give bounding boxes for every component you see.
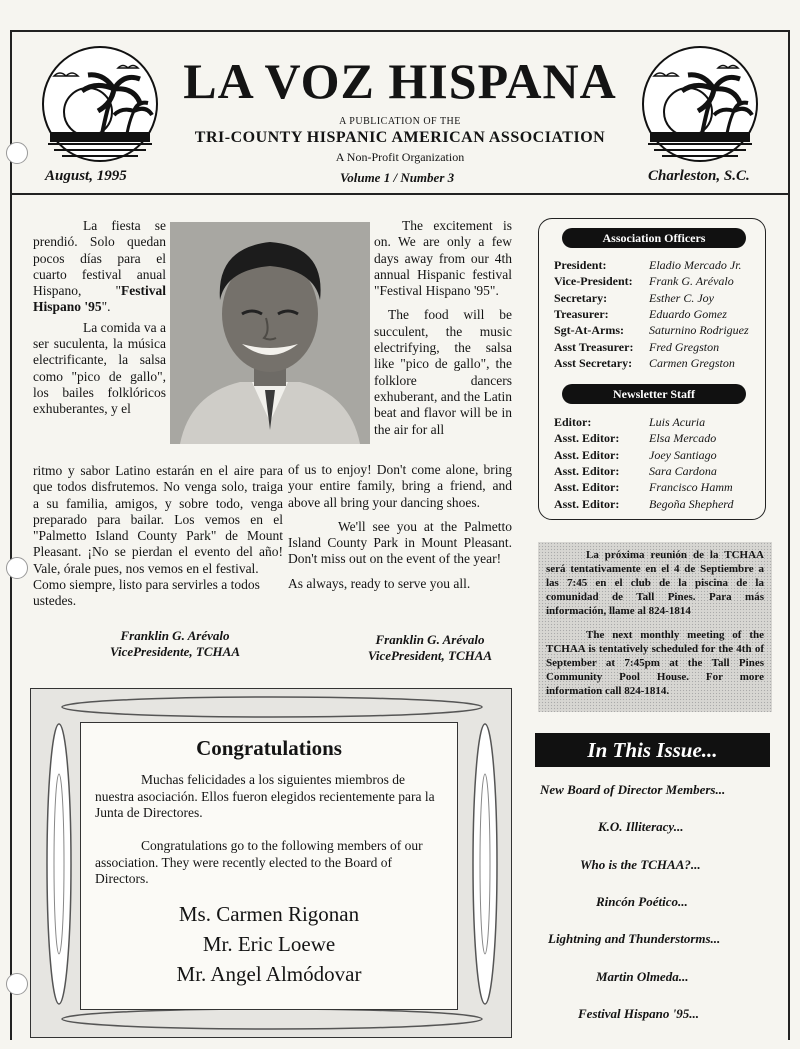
palm-sunset-logo-icon: [640, 44, 760, 164]
staff-role: Editor:: [554, 415, 592, 429]
officer-name: Fred Gregston: [649, 339, 720, 354]
issue-list-item[interactable]: K.O. Illiteracy...: [598, 819, 684, 835]
staff-name: Begoña Shepherd: [649, 496, 734, 511]
issue-date: August, 1995: [45, 168, 127, 184]
officers-heading: Association Officers: [562, 228, 746, 248]
staff-row: [554, 497, 764, 513]
staff-row: [554, 448, 764, 464]
issue-list-item[interactable]: New Board of Director Members...: [540, 782, 726, 797]
punch-hole: [6, 973, 28, 995]
staff-row: [554, 464, 764, 480]
staff-heading: Newsletter Staff: [562, 384, 746, 404]
officer-row: [554, 291, 764, 307]
officer-name: Eladio Mercado Jr.: [649, 258, 742, 272]
officer-name: Carmen Gregston: [649, 355, 735, 370]
officer-row: [554, 307, 764, 323]
issue-list-item[interactable]: Festival Hispano '95...: [578, 1005, 699, 1021]
officer-row: [554, 356, 764, 372]
staff-role: Asst. Editor:: [554, 480, 620, 495]
officer-role: Treasurer:: [554, 306, 609, 321]
officer-role: Sgt-At-Arms:: [554, 323, 624, 338]
staff-name: Joey Santiago: [649, 447, 717, 462]
page-border-left: [10, 30, 12, 1040]
issue-list-item[interactable]: Who is the TCHAA?...: [580, 856, 701, 872]
officer-role: Vice-President:: [554, 274, 633, 289]
officer-role: Asst Treasurer:: [554, 339, 634, 354]
article-es-intro: La fiesta se prendió. Solo quedan pocos días para el cuarto festival anual Hispano, "Festival Hispano '95". La comida va a ser suculenta, la música electrificante, la salsa como "pico de gallo", los bailes folklóricos exhuberantes, y el: [33, 218, 166, 417]
staff-row: [554, 415, 764, 431]
meeting-notice-en: The next monthly meeting of the TCHAA is tentatively scheduled for the 4th of September at 7:45pm at the Tall Pines Community Pool House. For more information call 824-1814.: [546, 629, 764, 697]
officer-row: [554, 258, 764, 274]
officer-name: Frank G. Arévalo: [649, 274, 734, 289]
officer-row: [554, 274, 764, 290]
article-es-body: ritmo y sabor Latino estarán en el aire para que todos disfrutemos. No venga solo, traiga a su familia, amigos, y sobre todo, venga preparado para bailar. Los vemos en el "Palmetto Island County Park" de Mount Pleasant. ¡No se pierdan el evento del año! Vale, órale pues, nos vemos en el festival. Como siempre, listo para servirles a todos ustedes.: [33, 463, 283, 609]
masthead-rule: [12, 193, 788, 195]
staff-name: Luis Acuria: [649, 415, 706, 429]
staff-role: Asst. Editor:: [554, 431, 620, 446]
officer-row: [554, 340, 764, 356]
staff-role: Asst. Editor:: [554, 463, 620, 478]
issue-list-item[interactable]: Rincón Poético...: [596, 893, 688, 909]
punch-hole: [6, 142, 28, 164]
staff-row: [554, 480, 764, 496]
newsletter-title: LA VOZ HISPANA: [183, 53, 617, 109]
officer-name: Saturnino Rodriguez: [649, 323, 749, 338]
staff-role: Asst. Editor:: [554, 496, 620, 511]
elected-member: Mr. Eric Loewe: [202, 932, 336, 956]
signature-es: Franklin G. Arévalo VicePresidente, TCHAA: [110, 628, 240, 659]
officer-role: Asst Secretary:: [554, 355, 633, 370]
publication-line: A PUBLICATION OF THE: [339, 116, 461, 127]
congratulations-en: Congratulations go to the following members of our association. They were recently elected to the Board of Directors.: [95, 838, 423, 886]
congratulations-title: Congratulations: [196, 736, 342, 760]
staff-row: [554, 431, 764, 447]
volume-number: Volume 1 / Number 3: [340, 170, 455, 185]
officer-role: Secretary:: [554, 290, 608, 305]
nonprofit-line: A Non-Profit Organization: [335, 150, 465, 164]
elected-member: Mr. Angel Almódovar: [176, 962, 362, 986]
officer-name: Esther C. Joy: [649, 290, 714, 305]
punch-hole: [6, 557, 28, 579]
officer-role: President:: [554, 258, 607, 272]
issue-location: Charleston, S.C.: [648, 168, 750, 184]
congratulations-es: Muchas felicidades a los siguientes miembros de nuestra asociación. Ellos fueron elegidos recientemente para la Junta de Directores.: [95, 772, 435, 820]
page-border-right: [788, 30, 790, 1040]
issue-list-item[interactable]: Martin Olmeda...: [596, 968, 689, 984]
signature-en: Franklin G. Arévalo VicePresident, TCHAA: [367, 632, 493, 663]
issue-list-item[interactable]: Lightning and Thunderstorms...: [548, 931, 721, 947]
association-name: TRI-COUNTY HISPANIC AMERICAN ASSOCIATION: [194, 129, 606, 146]
staff-name: Sara Cardona: [649, 463, 717, 478]
meeting-notice: [538, 542, 772, 712]
article-en-body: of us to enjoy! Don't come alone, bring your entire family, bring a friend, and above all bring your dancing shoes. We'll see you at the Palmetto Island County Park in Mount Pleasant. Don't miss out on the event of the year! As always, ready to serve you all.: [288, 462, 512, 591]
meeting-notice-es: La próxima reunión de la TCHAA será tentativamente en el 4 de Septiembre a las 7:45 en el club de la piscina de la comunidad de Tall Pines. Para más información, llame al 824-1814: [546, 549, 764, 617]
article-en-intro: The excitement is on. We are only a few days away from our 4th annual Hispanic festival "Festival Hispano '95". The food will be succulent, the music electrifying, the salsa like "pico de gallo", the folklore dancers exhuberant, and the Latin beat and flavor will be in the air for all: [374, 218, 512, 437]
officer-name: Eduardo Gomez: [649, 306, 727, 321]
palm-sunset-logo-icon: [40, 44, 160, 164]
elected-member: Ms. Carmen Rigonan: [178, 902, 360, 926]
staff-role: Asst. Editor:: [554, 447, 620, 462]
officer-row: [554, 323, 764, 339]
vice-president-photo: [170, 222, 370, 444]
in-this-issue-heading: In This Issue...: [535, 733, 770, 767]
page-border-top: [10, 30, 790, 32]
staff-name: Francisco Hamm: [649, 480, 733, 495]
staff-name: Elsa Mercado: [649, 431, 717, 446]
